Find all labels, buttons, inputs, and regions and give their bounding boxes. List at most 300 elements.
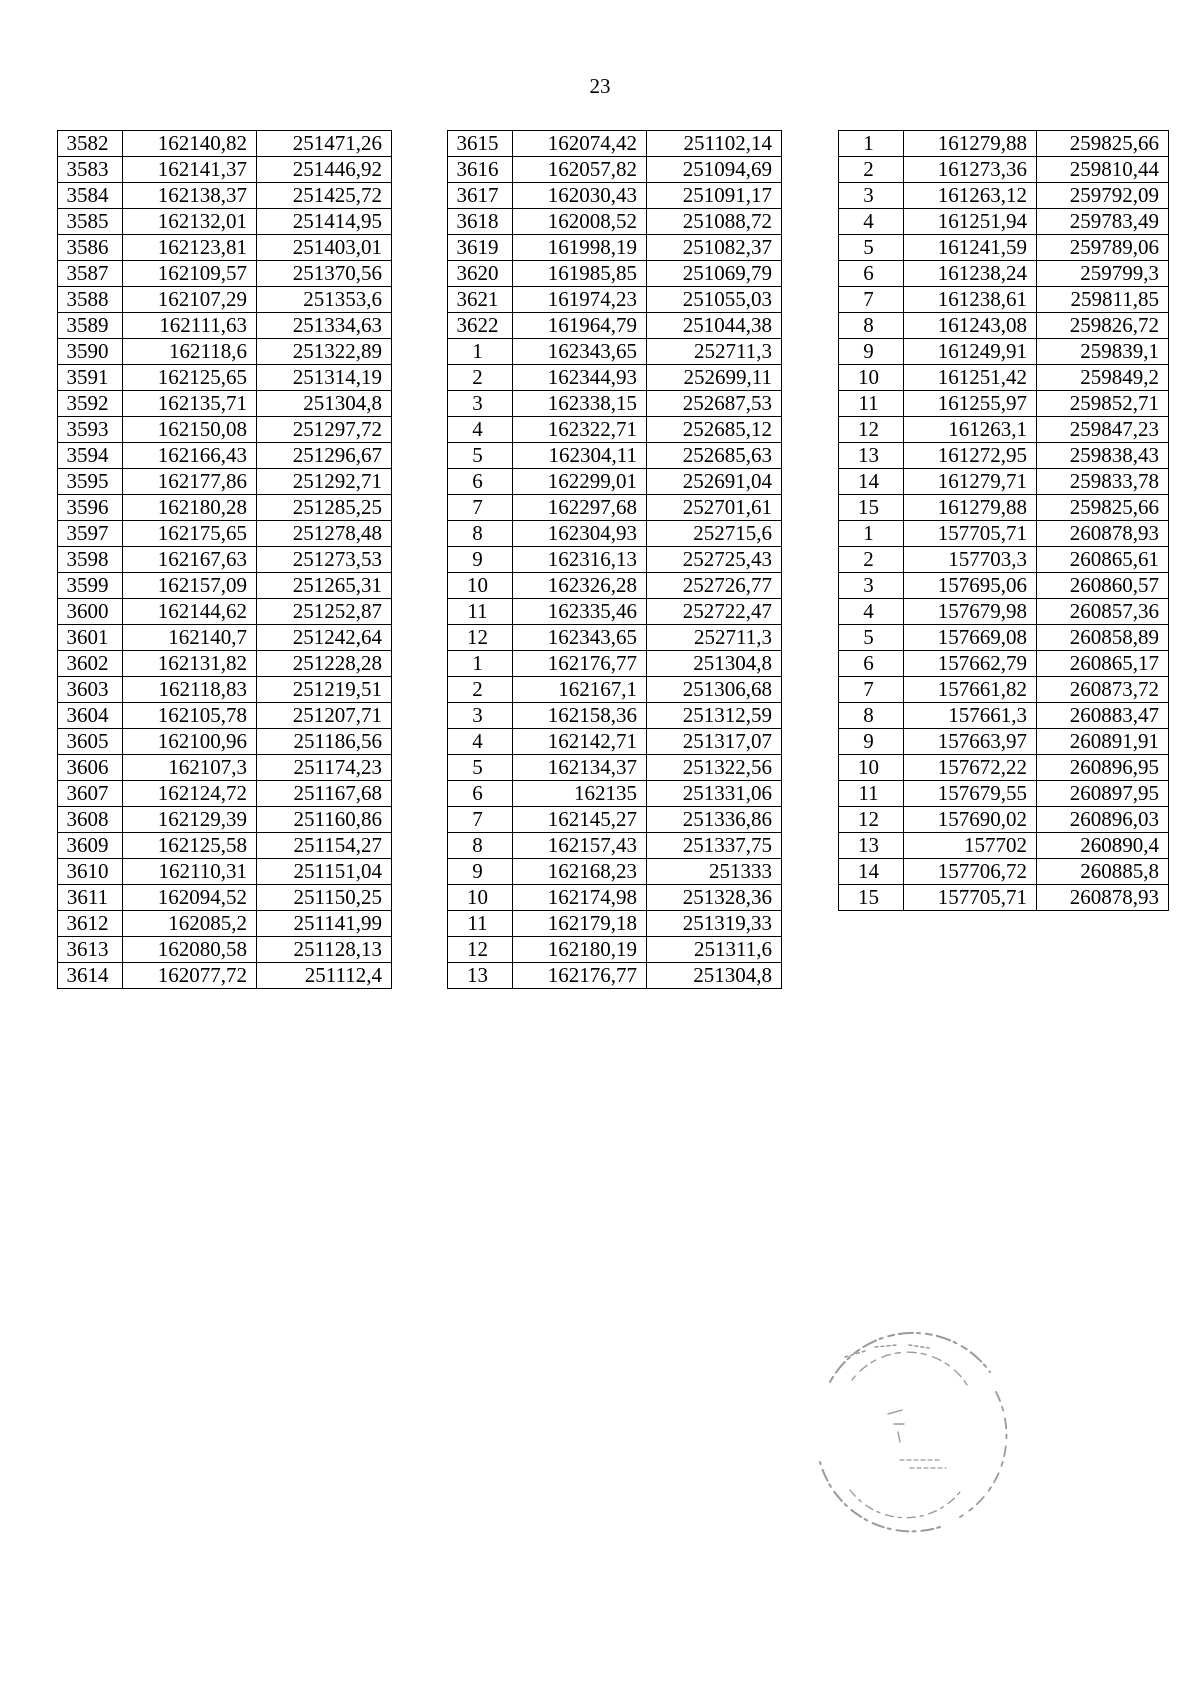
point-number-cell: 3613 [58,937,123,963]
x-coordinate-cell: 162134,37 [513,755,647,781]
point-number-cell: 3605 [58,729,123,755]
y-coordinate-cell: 251265,31 [257,573,392,599]
y-coordinate-cell: 259825,66 [1037,495,1169,521]
table-row [839,781,1169,807]
point-number-cell: 3584 [58,183,123,209]
y-coordinate-cell: 251102,14 [647,131,782,157]
point-number-cell: 6 [839,651,904,677]
table-row [58,521,392,547]
table-row [58,677,392,703]
table-row [839,131,1169,157]
point-number-cell: 11 [839,781,904,807]
point-number-cell: 3594 [58,443,123,469]
y-coordinate-cell: 260885,8 [1037,859,1169,885]
x-coordinate-cell: 157702 [904,833,1037,859]
point-number-cell: 3609 [58,833,123,859]
y-coordinate-cell: 251317,07 [647,729,782,755]
x-coordinate-cell: 162118,6 [123,339,257,365]
x-coordinate-cell: 162145,27 [513,807,647,833]
y-coordinate-cell: 251160,86 [257,807,392,833]
y-coordinate-cell: 251297,72 [257,417,392,443]
point-number-cell: 10 [448,885,513,911]
x-coordinate-cell: 157661,3 [904,703,1037,729]
x-coordinate-cell: 161243,08 [904,313,1037,339]
point-number-cell: 8 [448,833,513,859]
point-number-cell: 13 [839,833,904,859]
point-number-cell: 13 [839,443,904,469]
seal-stamp-icon [790,1312,1020,1542]
y-coordinate-cell: 260858,89 [1037,625,1169,651]
y-coordinate-cell: 251336,86 [647,807,782,833]
table-row [839,469,1169,495]
x-coordinate-cell: 161251,94 [904,209,1037,235]
y-coordinate-cell: 251128,13 [257,937,392,963]
point-number-cell: 3590 [58,339,123,365]
point-number-cell: 11 [448,911,513,937]
x-coordinate-cell: 157705,71 [904,885,1037,911]
x-coordinate-cell: 162338,15 [513,391,647,417]
x-coordinate-cell: 162109,57 [123,261,257,287]
point-number-cell: 15 [839,495,904,521]
point-number-cell: 3601 [58,625,123,651]
point-number-cell: 3582 [58,131,123,157]
x-coordinate-cell: 162118,83 [123,677,257,703]
table-row [58,755,392,781]
x-coordinate-cell: 162057,82 [513,157,647,183]
y-coordinate-cell: 251088,72 [647,209,782,235]
x-coordinate-cell: 162100,96 [123,729,257,755]
point-number-cell: 5 [448,755,513,781]
x-coordinate-cell: 161249,91 [904,339,1037,365]
table-row [58,183,392,209]
y-coordinate-cell: 252691,04 [647,469,782,495]
x-coordinate-cell: 157695,06 [904,573,1037,599]
x-coordinate-cell: 157706,72 [904,859,1037,885]
x-coordinate-cell: 162142,71 [513,729,647,755]
y-coordinate-cell: 252711,3 [647,625,782,651]
point-number-cell: 3586 [58,235,123,261]
table-row [58,209,392,235]
x-coordinate-cell: 162335,46 [513,599,647,625]
point-number-cell: 5 [839,625,904,651]
point-number-cell: 3610 [58,859,123,885]
table-row [448,573,782,599]
point-number-cell: 3593 [58,417,123,443]
table-row [839,807,1169,833]
table-row [448,781,782,807]
y-coordinate-cell: 252715,6 [647,521,782,547]
y-coordinate-cell: 251228,28 [257,651,392,677]
table-row [839,859,1169,885]
x-coordinate-cell: 162094,52 [123,885,257,911]
y-coordinate-cell: 251304,8 [647,651,782,677]
x-coordinate-cell: 162157,43 [513,833,647,859]
coordinates-table-1 [57,130,392,989]
point-number-cell: 1 [839,131,904,157]
point-number-cell: 14 [839,859,904,885]
x-coordinate-cell: 162168,23 [513,859,647,885]
y-coordinate-cell: 251082,37 [647,235,782,261]
point-number-cell: 3604 [58,703,123,729]
table-row [58,651,392,677]
x-coordinate-cell: 162141,37 [123,157,257,183]
x-coordinate-cell: 162131,82 [123,651,257,677]
y-coordinate-cell: 251314,19 [257,365,392,391]
y-coordinate-cell: 251091,17 [647,183,782,209]
table-row [58,365,392,391]
table-row [839,443,1169,469]
y-coordinate-cell: 251414,95 [257,209,392,235]
table-row [839,391,1169,417]
x-coordinate-cell: 162030,43 [513,183,647,209]
y-coordinate-cell: 251055,03 [647,287,782,313]
table-row [448,391,782,417]
y-coordinate-cell: 252699,11 [647,365,782,391]
point-number-cell: 9 [839,729,904,755]
x-coordinate-cell: 161279,71 [904,469,1037,495]
table-row [448,313,782,339]
table-row [448,599,782,625]
y-coordinate-cell: 259839,1 [1037,339,1169,365]
y-coordinate-cell: 260873,72 [1037,677,1169,703]
point-number-cell: 3588 [58,287,123,313]
x-coordinate-cell: 161241,59 [904,235,1037,261]
y-coordinate-cell: 251370,56 [257,261,392,287]
x-coordinate-cell: 162125,65 [123,365,257,391]
y-coordinate-cell: 251296,67 [257,443,392,469]
table-row [58,885,392,911]
y-coordinate-cell: 259838,43 [1037,443,1169,469]
point-number-cell: 3616 [448,157,513,183]
y-coordinate-cell: 251328,36 [647,885,782,911]
y-coordinate-cell: 259833,78 [1037,469,1169,495]
table-row [448,469,782,495]
table-row [839,157,1169,183]
table-row [448,547,782,573]
coordinates-table-3 [838,130,1169,911]
point-number-cell: 12 [839,417,904,443]
x-coordinate-cell: 162299,01 [513,469,647,495]
y-coordinate-cell: 251306,68 [647,677,782,703]
x-coordinate-cell: 157662,79 [904,651,1037,677]
x-coordinate-cell: 162144,62 [123,599,257,625]
table-row [839,729,1169,755]
page-number: 23 [589,74,611,98]
table-row [839,261,1169,287]
point-number-cell: 2 [839,157,904,183]
table-row [58,157,392,183]
point-number-cell: 1 [448,339,513,365]
x-coordinate-cell: 162158,36 [513,703,647,729]
point-number-cell: 3592 [58,391,123,417]
point-number-cell: 12 [839,807,904,833]
y-coordinate-cell: 251446,92 [257,157,392,183]
table-row [448,235,782,261]
table-row [448,729,782,755]
y-coordinate-cell: 260890,4 [1037,833,1169,859]
point-number-cell: 11 [839,391,904,417]
table-row [448,131,782,157]
point-number-cell: 4 [839,599,904,625]
point-number-cell: 8 [448,521,513,547]
point-number-cell: 3611 [58,885,123,911]
table-row [448,417,782,443]
point-number-cell: 3 [448,391,513,417]
y-coordinate-cell: 260865,17 [1037,651,1169,677]
y-coordinate-cell: 251333 [647,859,782,885]
x-coordinate-cell: 157661,82 [904,677,1037,703]
x-coordinate-cell: 162166,43 [123,443,257,469]
table-row [448,651,782,677]
x-coordinate-cell: 162150,08 [123,417,257,443]
table-row [58,391,392,417]
table-row [839,547,1169,573]
x-coordinate-cell: 162174,98 [513,885,647,911]
y-coordinate-cell: 251174,23 [257,755,392,781]
x-coordinate-cell: 161255,97 [904,391,1037,417]
y-coordinate-cell: 251304,8 [257,391,392,417]
y-coordinate-cell: 259811,85 [1037,287,1169,313]
y-coordinate-cell: 251150,25 [257,885,392,911]
point-number-cell: 3597 [58,521,123,547]
table-row [58,547,392,573]
y-coordinate-cell: 260891,91 [1037,729,1169,755]
y-coordinate-cell: 259847,23 [1037,417,1169,443]
x-coordinate-cell: 157705,71 [904,521,1037,547]
x-coordinate-cell: 161272,95 [904,443,1037,469]
y-coordinate-cell: 251337,75 [647,833,782,859]
x-coordinate-cell: 161279,88 [904,131,1037,157]
y-coordinate-cell: 251044,38 [647,313,782,339]
coordinates-table-2 [447,130,782,989]
x-coordinate-cell: 162140,7 [123,625,257,651]
y-coordinate-cell: 260857,36 [1037,599,1169,625]
point-number-cell: 2 [448,365,513,391]
y-coordinate-cell: 251304,8 [647,963,782,989]
y-coordinate-cell: 252685,12 [647,417,782,443]
table-row [448,911,782,937]
x-coordinate-cell: 161263,12 [904,183,1037,209]
table-row [839,365,1169,391]
table-row [839,287,1169,313]
x-coordinate-cell: 157669,08 [904,625,1037,651]
y-coordinate-cell: 252726,77 [647,573,782,599]
table-row [839,339,1169,365]
table-row [448,209,782,235]
x-coordinate-cell: 162180,28 [123,495,257,521]
table-row [58,417,392,443]
y-coordinate-cell: 252725,43 [647,547,782,573]
x-coordinate-cell: 157679,55 [904,781,1037,807]
y-coordinate-cell: 260860,57 [1037,573,1169,599]
point-number-cell: 3612 [58,911,123,937]
table-row [839,235,1169,261]
y-coordinate-cell: 251312,59 [647,703,782,729]
x-coordinate-cell: 162297,68 [513,495,647,521]
point-number-cell: 1 [448,651,513,677]
point-number-cell: 3583 [58,157,123,183]
y-coordinate-cell: 251285,25 [257,495,392,521]
table-row [58,131,392,157]
point-number-cell: 3595 [58,469,123,495]
x-coordinate-cell: 162304,11 [513,443,647,469]
table-row [58,937,392,963]
y-coordinate-cell: 259799,3 [1037,261,1169,287]
table-row [448,157,782,183]
table-row [58,807,392,833]
table-row [839,651,1169,677]
x-coordinate-cell: 162179,18 [513,911,647,937]
point-number-cell: 7 [839,677,904,703]
y-coordinate-cell: 252711,3 [647,339,782,365]
point-number-cell: 3622 [448,313,513,339]
point-number-cell: 9 [448,859,513,885]
point-number-cell: 3617 [448,183,513,209]
table-row [839,313,1169,339]
point-number-cell: 8 [839,313,904,339]
point-number-cell: 3585 [58,209,123,235]
point-number-cell: 3589 [58,313,123,339]
point-number-cell: 10 [839,365,904,391]
point-number-cell: 15 [839,885,904,911]
y-coordinate-cell: 251094,69 [647,157,782,183]
x-coordinate-cell: 162326,28 [513,573,647,599]
point-number-cell: 3606 [58,755,123,781]
x-coordinate-cell: 157663,97 [904,729,1037,755]
x-coordinate-cell: 162085,2 [123,911,257,937]
x-coordinate-cell: 162304,93 [513,521,647,547]
table-row [448,937,782,963]
x-coordinate-cell: 162008,52 [513,209,647,235]
table-row [839,417,1169,443]
y-coordinate-cell: 259825,66 [1037,131,1169,157]
table-row [58,495,392,521]
y-coordinate-cell: 251334,63 [257,313,392,339]
table-row [448,833,782,859]
x-coordinate-cell: 157679,98 [904,599,1037,625]
y-coordinate-cell: 260897,95 [1037,781,1169,807]
table-row [58,729,392,755]
x-coordinate-cell: 157690,02 [904,807,1037,833]
table-row [839,833,1169,859]
table-row [448,339,782,365]
y-coordinate-cell: 260896,03 [1037,807,1169,833]
table-row [58,443,392,469]
x-coordinate-cell: 162077,72 [123,963,257,989]
y-coordinate-cell: 251425,72 [257,183,392,209]
table-row [448,183,782,209]
table-row [448,807,782,833]
x-coordinate-cell: 161273,36 [904,157,1037,183]
x-coordinate-cell: 161985,85 [513,261,647,287]
table-row [448,521,782,547]
y-coordinate-cell: 259783,49 [1037,209,1169,235]
x-coordinate-cell: 162322,71 [513,417,647,443]
y-coordinate-cell: 251219,51 [257,677,392,703]
x-coordinate-cell: 161238,24 [904,261,1037,287]
y-coordinate-cell: 251252,87 [257,599,392,625]
y-coordinate-cell: 251278,48 [257,521,392,547]
point-number-cell: 3599 [58,573,123,599]
y-coordinate-cell: 251069,79 [647,261,782,287]
point-number-cell: 7 [448,495,513,521]
y-coordinate-cell: 259792,09 [1037,183,1169,209]
point-number-cell: 7 [448,807,513,833]
x-coordinate-cell: 161974,23 [513,287,647,313]
x-coordinate-cell: 162125,58 [123,833,257,859]
point-number-cell: 1 [839,521,904,547]
y-coordinate-cell: 251403,01 [257,235,392,261]
x-coordinate-cell: 162175,65 [123,521,257,547]
point-number-cell: 4 [839,209,904,235]
table-row [448,963,782,989]
point-number-cell: 9 [839,339,904,365]
table-row [839,625,1169,651]
point-number-cell: 3600 [58,599,123,625]
y-coordinate-cell: 251207,71 [257,703,392,729]
point-number-cell: 3598 [58,547,123,573]
point-number-cell: 3607 [58,781,123,807]
point-number-cell: 3587 [58,261,123,287]
y-coordinate-cell: 252687,53 [647,391,782,417]
point-number-cell: 3615 [448,131,513,157]
point-number-cell: 4 [448,417,513,443]
point-number-cell: 3 [448,703,513,729]
y-coordinate-cell: 251167,68 [257,781,392,807]
point-number-cell: 3602 [58,651,123,677]
point-number-cell: 11 [448,599,513,625]
y-coordinate-cell: 259826,72 [1037,313,1169,339]
x-coordinate-cell: 162343,65 [513,339,647,365]
table-row [839,209,1169,235]
y-coordinate-cell: 251353,6 [257,287,392,313]
x-coordinate-cell: 162167,63 [123,547,257,573]
table-row [448,625,782,651]
table-row [839,573,1169,599]
table-row [839,183,1169,209]
x-coordinate-cell: 162157,09 [123,573,257,599]
table-row [839,521,1169,547]
table-row [58,703,392,729]
table-row [448,287,782,313]
table-row [58,339,392,365]
y-coordinate-cell: 251186,56 [257,729,392,755]
table-row [448,495,782,521]
x-coordinate-cell: 162124,72 [123,781,257,807]
y-coordinate-cell: 260878,93 [1037,885,1169,911]
y-coordinate-cell: 251331,06 [647,781,782,807]
table-row [58,963,392,989]
table-row [448,885,782,911]
y-coordinate-cell: 251471,26 [257,131,392,157]
x-coordinate-cell: 162176,77 [513,963,647,989]
x-coordinate-cell: 162167,1 [513,677,647,703]
x-coordinate-cell: 162111,63 [123,313,257,339]
point-number-cell: 3619 [448,235,513,261]
y-coordinate-cell: 251322,56 [647,755,782,781]
point-number-cell: 4 [448,729,513,755]
x-coordinate-cell: 161964,79 [513,313,647,339]
table-row [839,703,1169,729]
table-row [448,703,782,729]
y-coordinate-cell: 260896,95 [1037,755,1169,781]
table-row [58,599,392,625]
x-coordinate-cell: 157703,3 [904,547,1037,573]
x-coordinate-cell: 162176,77 [513,651,647,677]
x-coordinate-cell: 162343,65 [513,625,647,651]
table-row [839,599,1169,625]
y-coordinate-cell: 260865,61 [1037,547,1169,573]
